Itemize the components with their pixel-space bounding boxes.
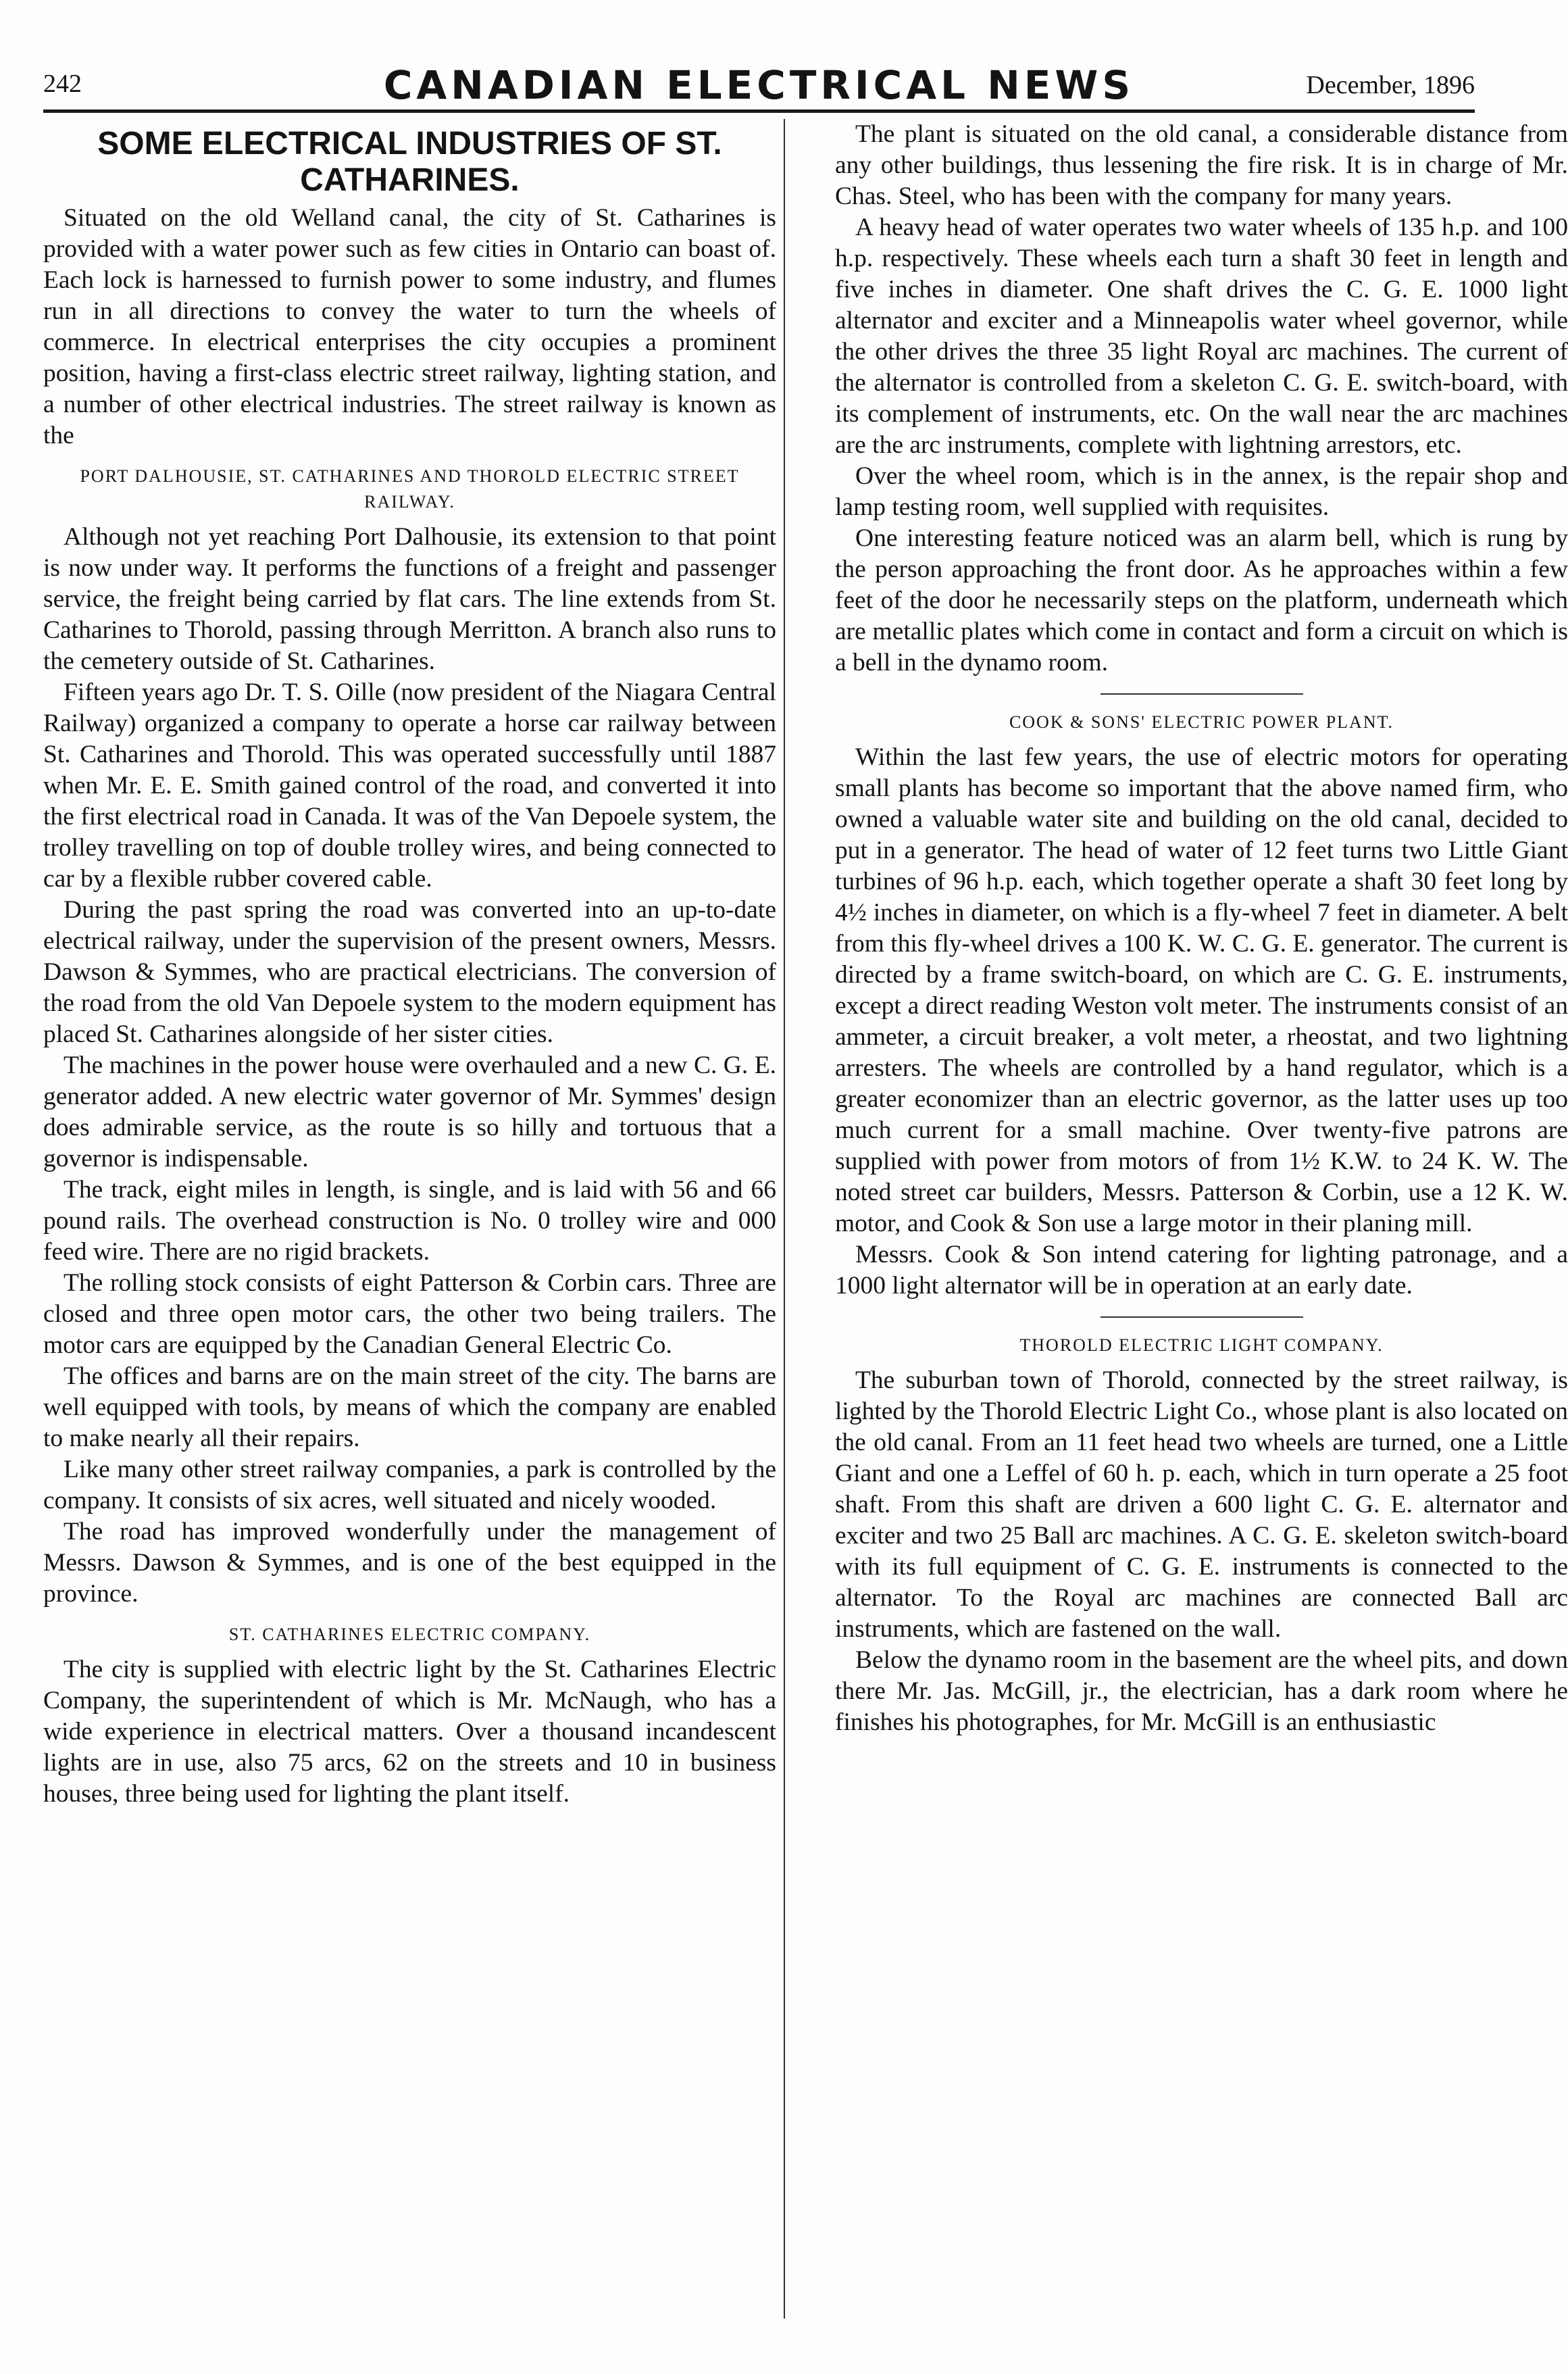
paragraph: The plant is situated on the old canal, a considerable distance from any other buildings, thus lessening the fire risk. It is in charge of Mr. Chas. Steel, who has been with the company for many years. <box>835 120 1568 210</box>
article-title: SOME ELECTRICAL INDUSTRIES OF ST. CATHARINES. <box>97 126 722 198</box>
paragraph: Like many other street railway companies, a park is controlled by the company. It consists of six acres, well situated and nicely wooded. <box>43 1456 776 1514</box>
issue-date: December, 1896 <box>1306 71 1475 99</box>
paragraph: Within the last few years, the use of electric motors for operating small plants has become so important that the above named firm, who owned a valuable water site and building on the old canal, decided to put in a generator. The head of water of 12 feet turns two Little Giant turbines of 96 h.p. each, which together operate a shaft 30 feet long by 4½ inches in diameter, on which is a fly-wheel 7 feet in diameter. A belt from this fly-wheel drives a 100 K. W. C. G. E. generator. The current is directed by a frame switch-board, on which are C. G. E. instruments, except a direct reading Weston volt meter. The instruments consist of an ammeter, a circuit breaker, a volt meter, a rheostat, and two lightning arresters. The wheels are controlled by a hand regulator, which is a greater economizer than an electric governor, as the latter uses up too much current for a small machine. Over twenty-five patrons are supplied with power from motors of from 1½ K.W. to 24 K. W. The noted street car builders, Messrs. Patterson & Corbin, use a 12 K. W. motor, and Cook & Son use a large motor in their planing mill. <box>835 743 1568 1237</box>
section-rule <box>1101 1316 1303 1318</box>
section-heading: COOK & SONS' ELECTRIC POWER PLANT. <box>1009 712 1394 732</box>
paragraph: The rolling stock consists of eight Patterson & Corbin cars. Three are closed and three open motor cars, the other two being trailers. The motor cars are equipped by the Canadian General Electric Co. <box>43 1269 776 1359</box>
paragraph: The city is supplied with electric light by the St. Catharines Electric Company, the superintendent of which is Mr. McNaugh, who has a wide experience in electrical matters. Over a thousand incandescent lights are in use, also 75 arcs, 62 on the streets and 10 in business houses, three being used for lighting the plant itself. <box>43 1656 776 1808</box>
publication-title: CANADIAN ELECTRICAL NEWS <box>383 62 1135 108</box>
section-rule <box>1101 693 1303 695</box>
paragraph: Over the wheel room, which is in the annex, is the repair shop and lamp testing room, well supplied with requisites. <box>835 462 1568 521</box>
section-heading: THOROLD ELECTRIC LIGHT COMPANY. <box>1019 1335 1384 1355</box>
paragraph: Fifteen years ago Dr. T. S. Oille (now president of the Niagara Central Railway) organized a company to operate a horse car railway between St. Catharines and Thorold. This was operated successfully until 1887 when Mr. E. E. Smith gained control of the road, and converted it into the first electrical road in Canada. It was of the Van Depoele system, the trolley travelling on top of double trolley wires, and being connected to car by a flexible rubber covered cable. <box>43 678 776 893</box>
right-column <box>835 119 1568 1738</box>
paragraph: A heavy head of water operates two water wheels of 135 h.p. and 100 h.p. respectively. These wheels each turn a shaft 30 feet in length and five inches in diameter. One shaft drives the C. G. E. 1000 light alternator and exciter and a Minneapolis water wheel governor, while the other drives the three 35 light Royal arc machines. The current of the alternator is controlled from a skeleton C. G. E. switch-board, with its complement of instruments, etc. On the wall near the arc machines are the arc instruments, complete with lightning arrestors, etc. <box>835 214 1568 459</box>
page-header <box>43 62 1475 113</box>
paragraph: One interesting feature noticed was an alarm bell, which is rung by the person approaching the front door. As he approaches within a few feet of the door he necessarily steps on the platform, underneath which are metallic plates which come in contact and form a circuit on which is a bell in the dynamo room. <box>835 524 1568 676</box>
paragraph: The track, eight miles in length, is single, and is laid with 56 and 66 pound rails. The overhead construction is No. 0 trolley wire and 000 feed wire. There are no rigid brackets. <box>43 1176 776 1266</box>
paragraph: Although not yet reaching Port Dalhousie, its extension to that point is now under way. It performs the functions of a freight and passenger service, the freight being carried by flat cars. The line extends from St. Catharines to Thorold, passing through Merritton. A branch also runs to the cemetery outside of St. Catharines. <box>43 523 776 675</box>
paragraph: During the past spring the road was converted into an up-to-date electrical railway, under the supervision of the present owners, Messrs. Dawson & Symmes, who are practical electricians. The conversion of the road from the old Van Depoele system to the modern equipment has placed St. Catharines alongside of her sister cities. <box>43 896 776 1048</box>
paragraph: The machines in the power house were overhauled and a new C. G. E. generator added. A new electric water governor of Mr. Symmes' design does admirable service, as the route is so hilly and tortuous that a governor is indispensable. <box>43 1052 776 1172</box>
section-heading: PORT DALHOUSIE, ST. CATHARINES AND THOROLD ELECTRIC STREET RAILWAY. <box>80 466 740 512</box>
paragraph: The offices and barns are on the main street of the city. The barns are well equipped with tools, by means of which the company are enabled to make nearly all their repairs. <box>43 1362 776 1452</box>
page-number: 242 <box>43 70 82 98</box>
paragraph: The road has improved wonderfully under the management of Messrs. Dawson & Symmes, and is one of the best equipped in the province. <box>43 1518 776 1608</box>
paragraph: Messrs. Cook & Son intend catering for lighting patronage, and a 1000 light alternator will be in operation at an early date. <box>835 1241 1568 1300</box>
paragraph: The suburban town of Thorold, connected by the street railway, is lighted by the Thorold Electric Light Co., whose plant is also located on the old canal. From an 11 feet head two wheels are turned, one a Little Giant and one a Leffel of 60 h. p. each, which in turn operate a 25 foot shaft. From this shaft are driven a 600 light C. G. E. alternator and exciter and two 25 Ball arc machines. A C. G. E. skeleton switch-board with its full equipment of C. G. E. instruments is connected to the alternator. To the Royal arc machines are connected Ball arc instruments, which are fastened on the wall. <box>835 1366 1568 1643</box>
paragraph: Situated on the old Welland canal, the city of St. Catharines is provided with a water power such as few cities in Ontario can boast of. Each lock is harnessed to furnish power to some industry, and flumes run in all directions to convey the water to turn the wheels of commerce. In electrical enterprises the city occupies a prominent position, having a first-class electric street railway, lighting station, and a number of other electrical industries. The street railway is known as the <box>43 204 776 449</box>
section-heading: ST. CATHARINES ELECTRIC COMPANY. <box>228 1625 591 1644</box>
left-column <box>43 119 776 1810</box>
paragraph: Below the dynamo room in the basement are the wheel pits, and down there Mr. Jas. McGill, jr., the electrician, has a dark room where he finishes his photographes, for Mr. McGill is an enthusiastic <box>835 1646 1568 1736</box>
column-divider <box>784 119 785 2319</box>
